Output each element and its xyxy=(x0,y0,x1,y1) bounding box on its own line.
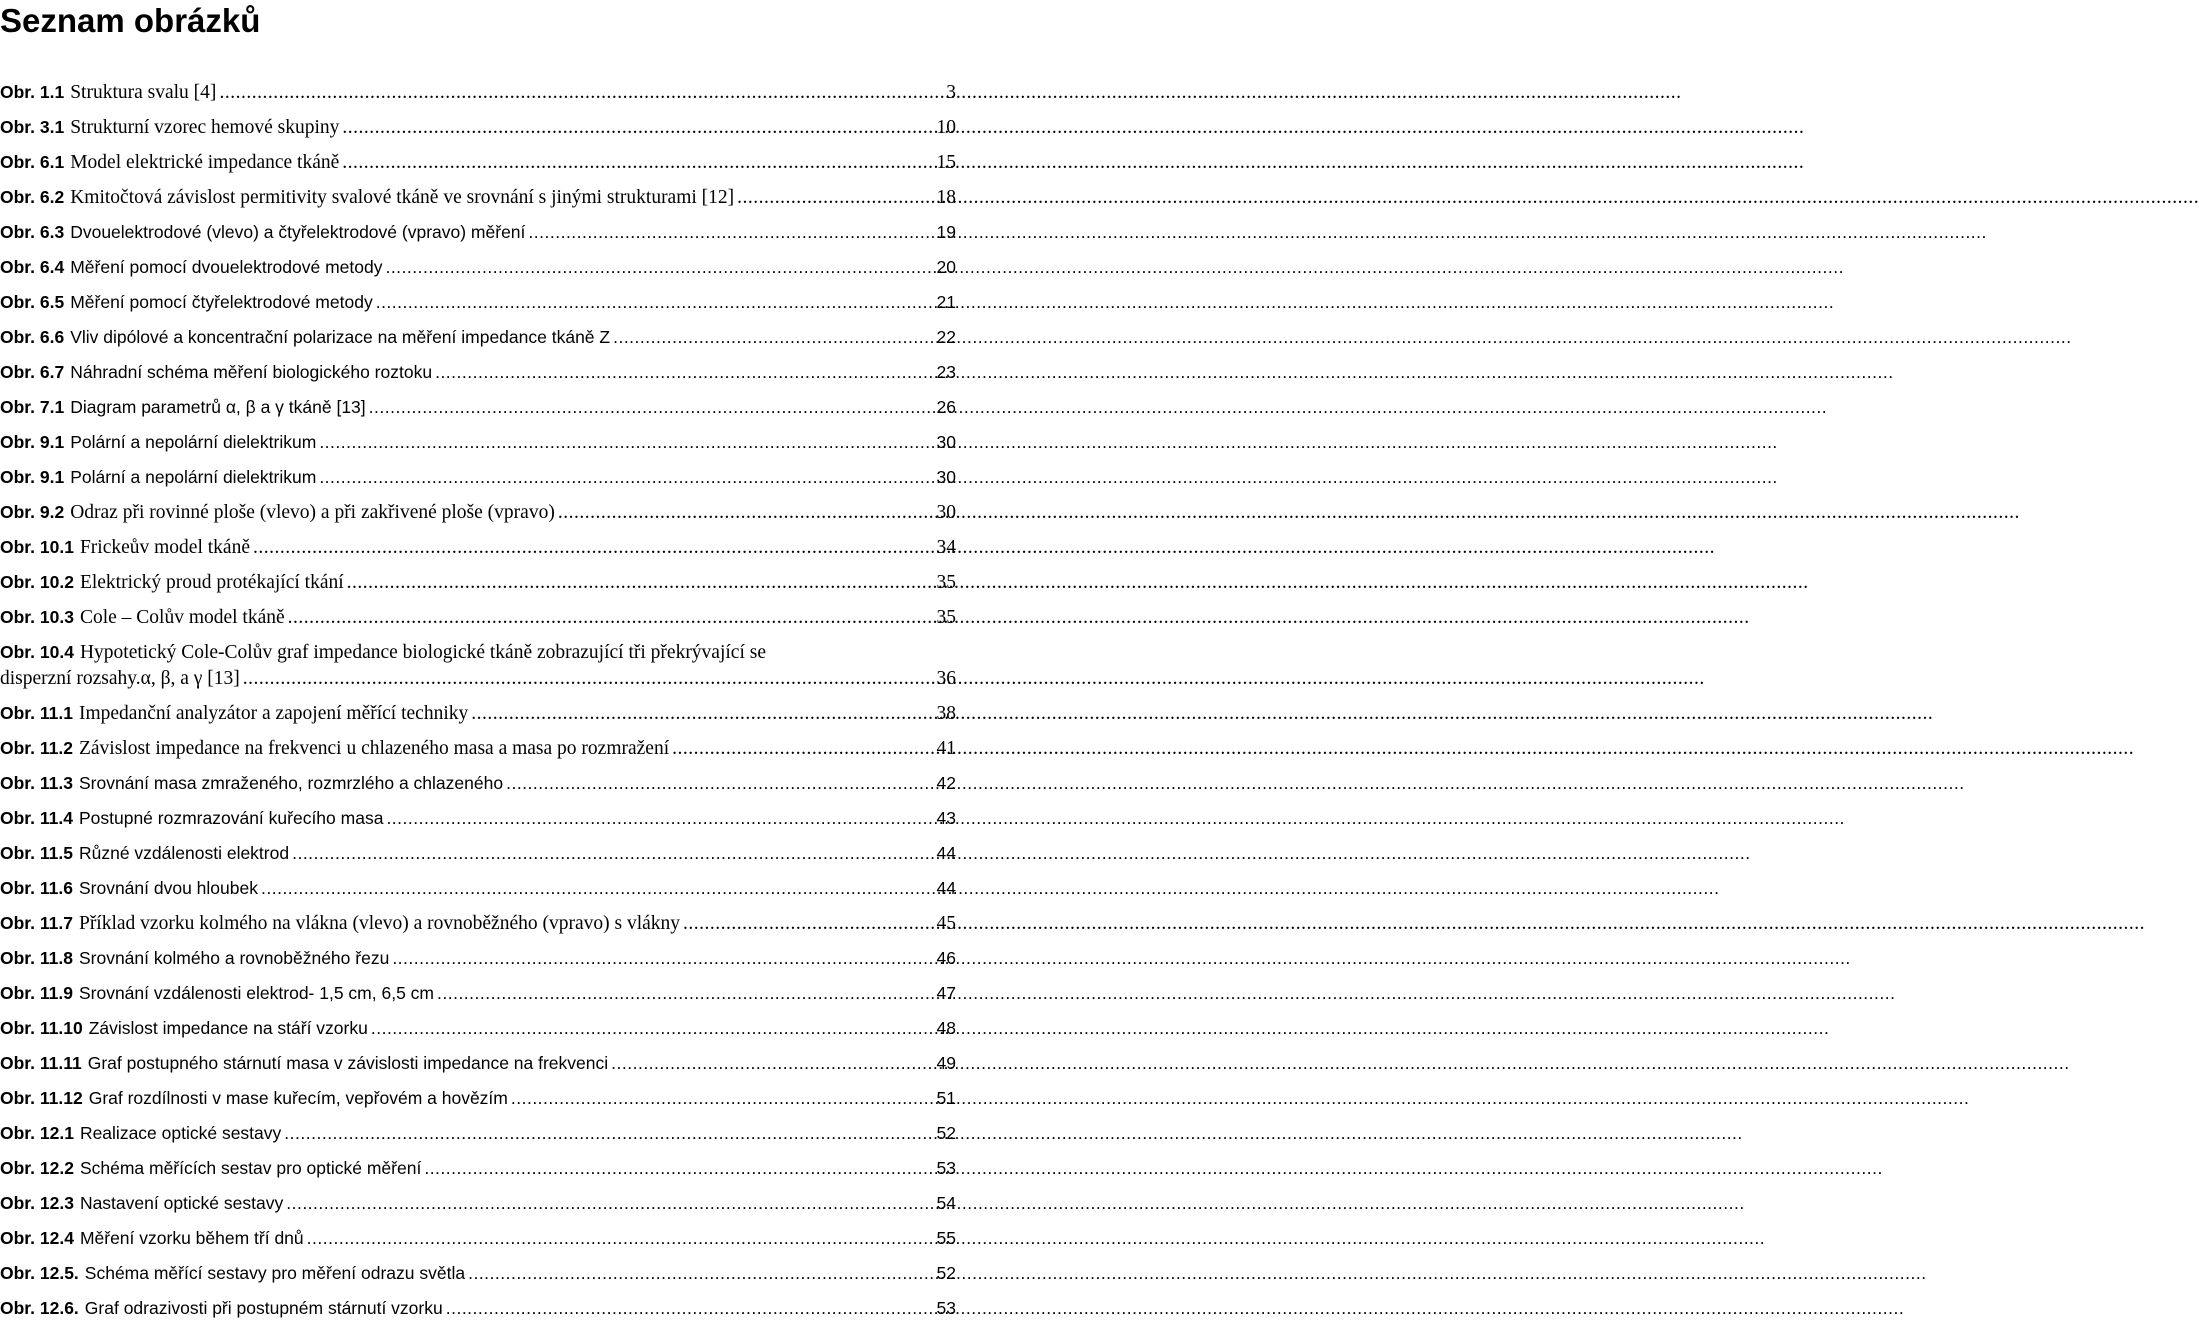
dot-leader xyxy=(369,395,934,421)
figure-caption: Struktura svalu [4] xyxy=(70,82,217,103)
page-number: 34 xyxy=(936,537,956,558)
toc-entry[interactable] xyxy=(0,1016,960,1042)
dot-leader xyxy=(347,570,934,596)
toc-entry-row xyxy=(0,1086,956,1112)
figure-number: Obr. 11.6 xyxy=(0,877,73,898)
figure-caption: Náhradní schéma měření biologického roztoku xyxy=(70,362,433,382)
dot-leader xyxy=(528,220,933,246)
figure-number: Obr. 11.5 xyxy=(0,842,73,863)
figure-caption-continuation: disperzní rozsahy.α, β, a γ [13] xyxy=(0,667,240,689)
page-number: 22 xyxy=(936,327,956,347)
toc-entry[interactable] xyxy=(0,255,960,281)
dot-leader xyxy=(386,806,933,832)
dot-leader xyxy=(437,981,934,1007)
figure-number: Obr. 11.8 xyxy=(0,947,73,968)
toc-entry[interactable] xyxy=(0,430,960,456)
toc-entry[interactable] xyxy=(0,185,960,211)
dot-leader xyxy=(683,911,933,937)
figure-number: Obr. 11.9 xyxy=(0,982,73,1003)
page-number: 51 xyxy=(936,1087,956,1108)
toc-entry[interactable] xyxy=(0,1156,960,1182)
toc-entry-row xyxy=(0,150,956,176)
toc-entry[interactable] xyxy=(0,640,960,691)
toc-entry-row xyxy=(0,1156,956,1182)
toc-entry[interactable] xyxy=(0,150,960,176)
figure-number: Obr. 12.1 xyxy=(0,1122,74,1143)
figure-number: Obr. 6.7 xyxy=(0,362,65,382)
dot-leader xyxy=(471,701,933,727)
figure-caption: Impedanční analyzátor a zapojení měřící techniky xyxy=(78,702,469,724)
dot-leader xyxy=(737,185,933,211)
toc-entry[interactable] xyxy=(0,535,960,561)
dot-leader xyxy=(219,80,943,106)
page-number: 20 xyxy=(936,257,956,277)
page-number: 18 xyxy=(936,187,956,208)
toc-entry-row xyxy=(0,570,956,596)
figure-caption: Kmitočtová závislost permitivity svalové tkáně ve srovnání s jinými strukturami [12] xyxy=(70,187,735,208)
figure-number: Obr. 6.3 xyxy=(0,222,65,242)
toc-entry-row xyxy=(0,430,956,456)
page-number: 38 xyxy=(936,702,956,724)
toc-entry-row xyxy=(0,1051,956,1077)
dot-leader xyxy=(506,771,933,797)
figure-number: Obr. 10.4 xyxy=(0,642,74,662)
figure-caption: Strukturní vzorec hemové skupiny xyxy=(70,117,340,138)
toc-entry[interactable] xyxy=(0,771,960,797)
page-number: 15 xyxy=(936,152,956,173)
toc-entry[interactable] xyxy=(0,360,960,386)
figure-caption: Srovnání kolmého a rovnoběžného řezu xyxy=(78,947,390,968)
dot-leader xyxy=(319,465,933,491)
dot-leader xyxy=(392,946,933,972)
figure-caption: Diagram parametrů α, β a γ tkáně [13] xyxy=(70,397,366,417)
dot-leader xyxy=(672,736,933,762)
dot-leader xyxy=(288,605,934,631)
figure-number: Obr. 7.1 xyxy=(0,397,65,417)
figure-number: Obr. 12.3 xyxy=(0,1192,74,1213)
dot-leader xyxy=(253,535,934,561)
page-number: 26 xyxy=(936,397,956,417)
figure-number: Obr. 6.5 xyxy=(0,292,65,312)
figure-caption: Závislost impedance na frekvenci u chlazeného masa a masa po rozmražení xyxy=(78,737,670,759)
toc-entry-row xyxy=(0,640,956,666)
dot-leader xyxy=(307,1226,934,1252)
figure-number: Obr. 10.1 xyxy=(0,537,74,557)
toc-entry-row xyxy=(0,115,956,141)
page-number: 30 xyxy=(936,502,956,523)
page-number: 35 xyxy=(936,572,956,593)
figure-number: Obr. 9.1 xyxy=(0,467,65,487)
figure-number: Obr. 9.1 xyxy=(0,432,65,452)
page-number: 46 xyxy=(936,947,956,968)
figure-caption: Hypotetický Cole-Colův graf impedance biologické tkáně zobrazující tři překrývající se xyxy=(79,642,766,663)
dot-leader xyxy=(284,1121,933,1147)
page-number: 55 xyxy=(936,1227,956,1248)
toc-entry[interactable] xyxy=(0,290,960,316)
toc-entry[interactable] xyxy=(0,1051,960,1077)
figure-number: Obr. 6.4 xyxy=(0,257,65,277)
dot-leader xyxy=(261,876,934,902)
toc-entry[interactable] xyxy=(0,806,960,832)
page-number: 44 xyxy=(936,877,956,898)
dot-leader xyxy=(613,325,933,351)
figure-number: Obr. 12.5. xyxy=(0,1262,79,1283)
page-number: 19 xyxy=(936,222,956,242)
toc-entry[interactable] xyxy=(0,736,960,762)
figure-caption: Graf rozdílnosti v mase kuřecím, vepřovém a hovězím xyxy=(88,1087,508,1108)
page-number: 54 xyxy=(936,1192,956,1213)
page-number: 52 xyxy=(936,1122,956,1143)
figure-caption: Polární a nepolární dielektrikum xyxy=(70,467,317,487)
toc-entry-row xyxy=(0,876,956,902)
page-number: 41 xyxy=(936,737,956,759)
figure-caption: Měření pomocí dvouelektrodové metody xyxy=(70,257,383,277)
figure-caption: Graf postupného stárnutí masa v závislosti impedance na frekvenci xyxy=(87,1052,609,1073)
figure-caption: Schéma měřící sestavy pro měření odrazu světla xyxy=(84,1262,466,1283)
toc-entry-row xyxy=(0,465,956,491)
page-number: 48 xyxy=(936,1017,956,1038)
figure-caption: Postupné rozmrazování kuřecího masa xyxy=(78,807,384,828)
figure-number: Obr. 11.11 xyxy=(0,1052,82,1073)
page-number: 30 xyxy=(936,432,956,452)
page-number: 30 xyxy=(936,467,956,487)
figure-caption: Odraz při rovinné ploše (vlevo) a při zakřivené ploše (vpravo) xyxy=(70,502,555,523)
toc-entry[interactable] xyxy=(0,1261,960,1287)
figure-number: Obr. 1.1 xyxy=(0,82,65,102)
figure-number: Obr. 10.2 xyxy=(0,572,74,592)
page-number: 36 xyxy=(936,667,956,689)
toc-entry-row xyxy=(0,290,956,316)
toc-entry-row xyxy=(0,841,956,867)
toc-entry-row xyxy=(0,1226,956,1252)
dot-leader xyxy=(611,1051,933,1077)
toc-entry-row xyxy=(0,771,956,797)
toc-entry[interactable] xyxy=(0,1191,960,1217)
toc-entry-row xyxy=(0,80,956,106)
toc-entry[interactable] xyxy=(0,80,960,106)
figure-number: Obr. 12.2 xyxy=(0,1157,74,1178)
dot-leader xyxy=(342,150,933,176)
figure-number: Obr. 12.6. xyxy=(0,1297,79,1318)
figure-caption: Schéma měřících sestav pro optické měření xyxy=(79,1157,422,1178)
toc-entry[interactable] xyxy=(0,465,960,491)
figure-caption: Příklad vzorku kolmého na vlákna (vlevo) a rovnoběžného (vpravo) s vlákny xyxy=(78,912,681,934)
toc-entry-row xyxy=(0,946,956,972)
toc-entry-row xyxy=(0,701,956,727)
toc-entry-row xyxy=(0,535,956,561)
figure-caption: Elektrický proud protékající tkání xyxy=(79,572,344,593)
figure-number: Obr. 6.1 xyxy=(0,152,65,172)
figure-caption: Měření pomocí čtyřelektrodové metody xyxy=(70,292,373,312)
dot-leader xyxy=(435,360,933,386)
figure-caption: Polární a nepolární dielektrikum xyxy=(70,432,317,452)
page-number: 49 xyxy=(936,1052,956,1073)
figure-caption: Měření vzorku během tří dnů xyxy=(79,1227,304,1248)
figure-number: Obr. 6.6 xyxy=(0,327,65,347)
figure-number: Obr. 9.2 xyxy=(0,502,65,522)
figure-number: Obr. 11.7 xyxy=(0,912,73,933)
figure-caption: Frickeův model tkáně xyxy=(79,537,250,558)
toc-entry[interactable] xyxy=(0,981,960,1007)
toc-entry[interactable] xyxy=(0,220,960,246)
figure-number: Obr. 11.3 xyxy=(0,772,73,793)
toc-entry-row xyxy=(0,911,956,937)
page-number: 35 xyxy=(936,607,956,628)
page-number: 23 xyxy=(936,362,956,382)
toc-entry[interactable] xyxy=(0,946,960,972)
page-number: 45 xyxy=(936,912,956,934)
toc-entry[interactable] xyxy=(0,911,960,937)
figure-caption: Cole – Colův model tkáně xyxy=(79,607,285,628)
toc-entry-row xyxy=(0,500,956,526)
toc-entry[interactable] xyxy=(0,1121,960,1147)
page-number: 53 xyxy=(936,1297,956,1318)
toc-entry[interactable] xyxy=(0,1226,960,1252)
dot-leader xyxy=(424,1156,933,1182)
dot-leader xyxy=(319,430,933,456)
dot-leader xyxy=(292,841,933,867)
figure-caption: Graf odrazivosti při postupném stárnutí vzorku xyxy=(84,1297,443,1318)
dot-leader xyxy=(376,290,934,316)
toc-entry-row xyxy=(0,1296,956,1322)
figure-number: Obr. 12.4 xyxy=(0,1227,74,1248)
toc-entry[interactable] xyxy=(0,841,960,867)
toc-entry-row xyxy=(0,736,956,762)
toc-entry[interactable] xyxy=(0,701,960,727)
dot-leader xyxy=(342,115,933,141)
toc-entry-row xyxy=(0,1261,956,1287)
figure-number: Obr. 11.2 xyxy=(0,737,73,758)
toc-entry-row xyxy=(0,395,956,421)
figure-caption: Model elektrické impedance tkáně xyxy=(70,152,340,173)
toc-entry[interactable] xyxy=(0,325,960,351)
toc-entry[interactable] xyxy=(0,570,960,596)
dot-leader xyxy=(371,1016,934,1042)
toc-entry-row xyxy=(0,605,956,631)
dot-leader xyxy=(558,500,934,526)
toc-entry[interactable] xyxy=(0,1296,960,1322)
figure-caption: Různé vzdálenosti elektrod xyxy=(78,842,290,863)
figure-number: Obr. 11.10 xyxy=(0,1017,83,1038)
toc-entry[interactable] xyxy=(0,115,960,141)
figure-number: Obr. 6.2 xyxy=(0,187,65,207)
figure-number: Obr. 3.1 xyxy=(0,117,65,137)
page-number: 42 xyxy=(936,772,956,793)
page-title: Seznam obrázků xyxy=(0,2,261,39)
toc-entry-row xyxy=(0,220,956,246)
page-number: 47 xyxy=(936,982,956,1003)
figure-caption: Vliv dipólové a koncentrační polarizace na měření impedance tkáně Z xyxy=(70,327,611,347)
figure-caption: Realizace optické sestavy xyxy=(79,1122,282,1143)
toc-entry-row xyxy=(0,255,956,281)
toc-entry[interactable] xyxy=(0,1086,960,1112)
figure-caption: Srovnání dvou hloubek xyxy=(78,877,258,898)
toc-entry-row xyxy=(0,1121,956,1147)
list-of-figures xyxy=(0,80,960,1331)
toc-entry-row xyxy=(0,185,956,211)
page-number: 21 xyxy=(936,292,956,312)
figure-caption: Dvouelektrodové (vlevo) a čtyřelektrodové (vpravo) měření xyxy=(70,222,526,242)
figure-caption: Nastavení optické sestavy xyxy=(79,1192,284,1213)
toc-entry-row xyxy=(0,360,956,386)
figure-number: Obr. 11.4 xyxy=(0,807,73,828)
toc-entry-row xyxy=(0,325,956,351)
toc-entry-row xyxy=(0,806,956,832)
toc-entry-continuation-row xyxy=(0,666,956,692)
dot-leader xyxy=(243,666,934,692)
toc-entry[interactable] xyxy=(0,395,960,421)
page-number: 43 xyxy=(936,807,956,828)
figure-number: Obr. 11.1 xyxy=(0,702,73,723)
dot-leader xyxy=(511,1086,934,1112)
page-number: 52 xyxy=(936,1262,956,1283)
figure-caption: Závislost impedance na stáří vzorku xyxy=(88,1017,368,1038)
page-number: 53 xyxy=(936,1157,956,1178)
dot-leader xyxy=(468,1261,933,1287)
page-number: 44 xyxy=(936,842,956,863)
toc-entry[interactable] xyxy=(0,605,960,631)
toc-entry[interactable] xyxy=(0,876,960,902)
figure-number: Obr. 10.3 xyxy=(0,607,74,627)
figure-number: Obr. 11.12 xyxy=(0,1087,83,1108)
figure-caption: Srovnání vzdálenosti elektrod- 1,5 cm, 6,5 cm xyxy=(78,982,434,1003)
page-number: 3 xyxy=(946,82,956,103)
figure-caption: Srovnání masa zmraženého, rozmrzlého a chlazeného xyxy=(78,772,504,793)
toc-entry-row xyxy=(0,1191,956,1217)
page-number: 10 xyxy=(936,117,956,138)
toc-entry-row xyxy=(0,1016,956,1042)
dot-leader xyxy=(385,255,933,281)
toc-entry-row xyxy=(0,981,956,1007)
toc-entry[interactable] xyxy=(0,500,960,526)
dot-leader xyxy=(286,1191,933,1217)
dot-leader xyxy=(446,1296,934,1322)
